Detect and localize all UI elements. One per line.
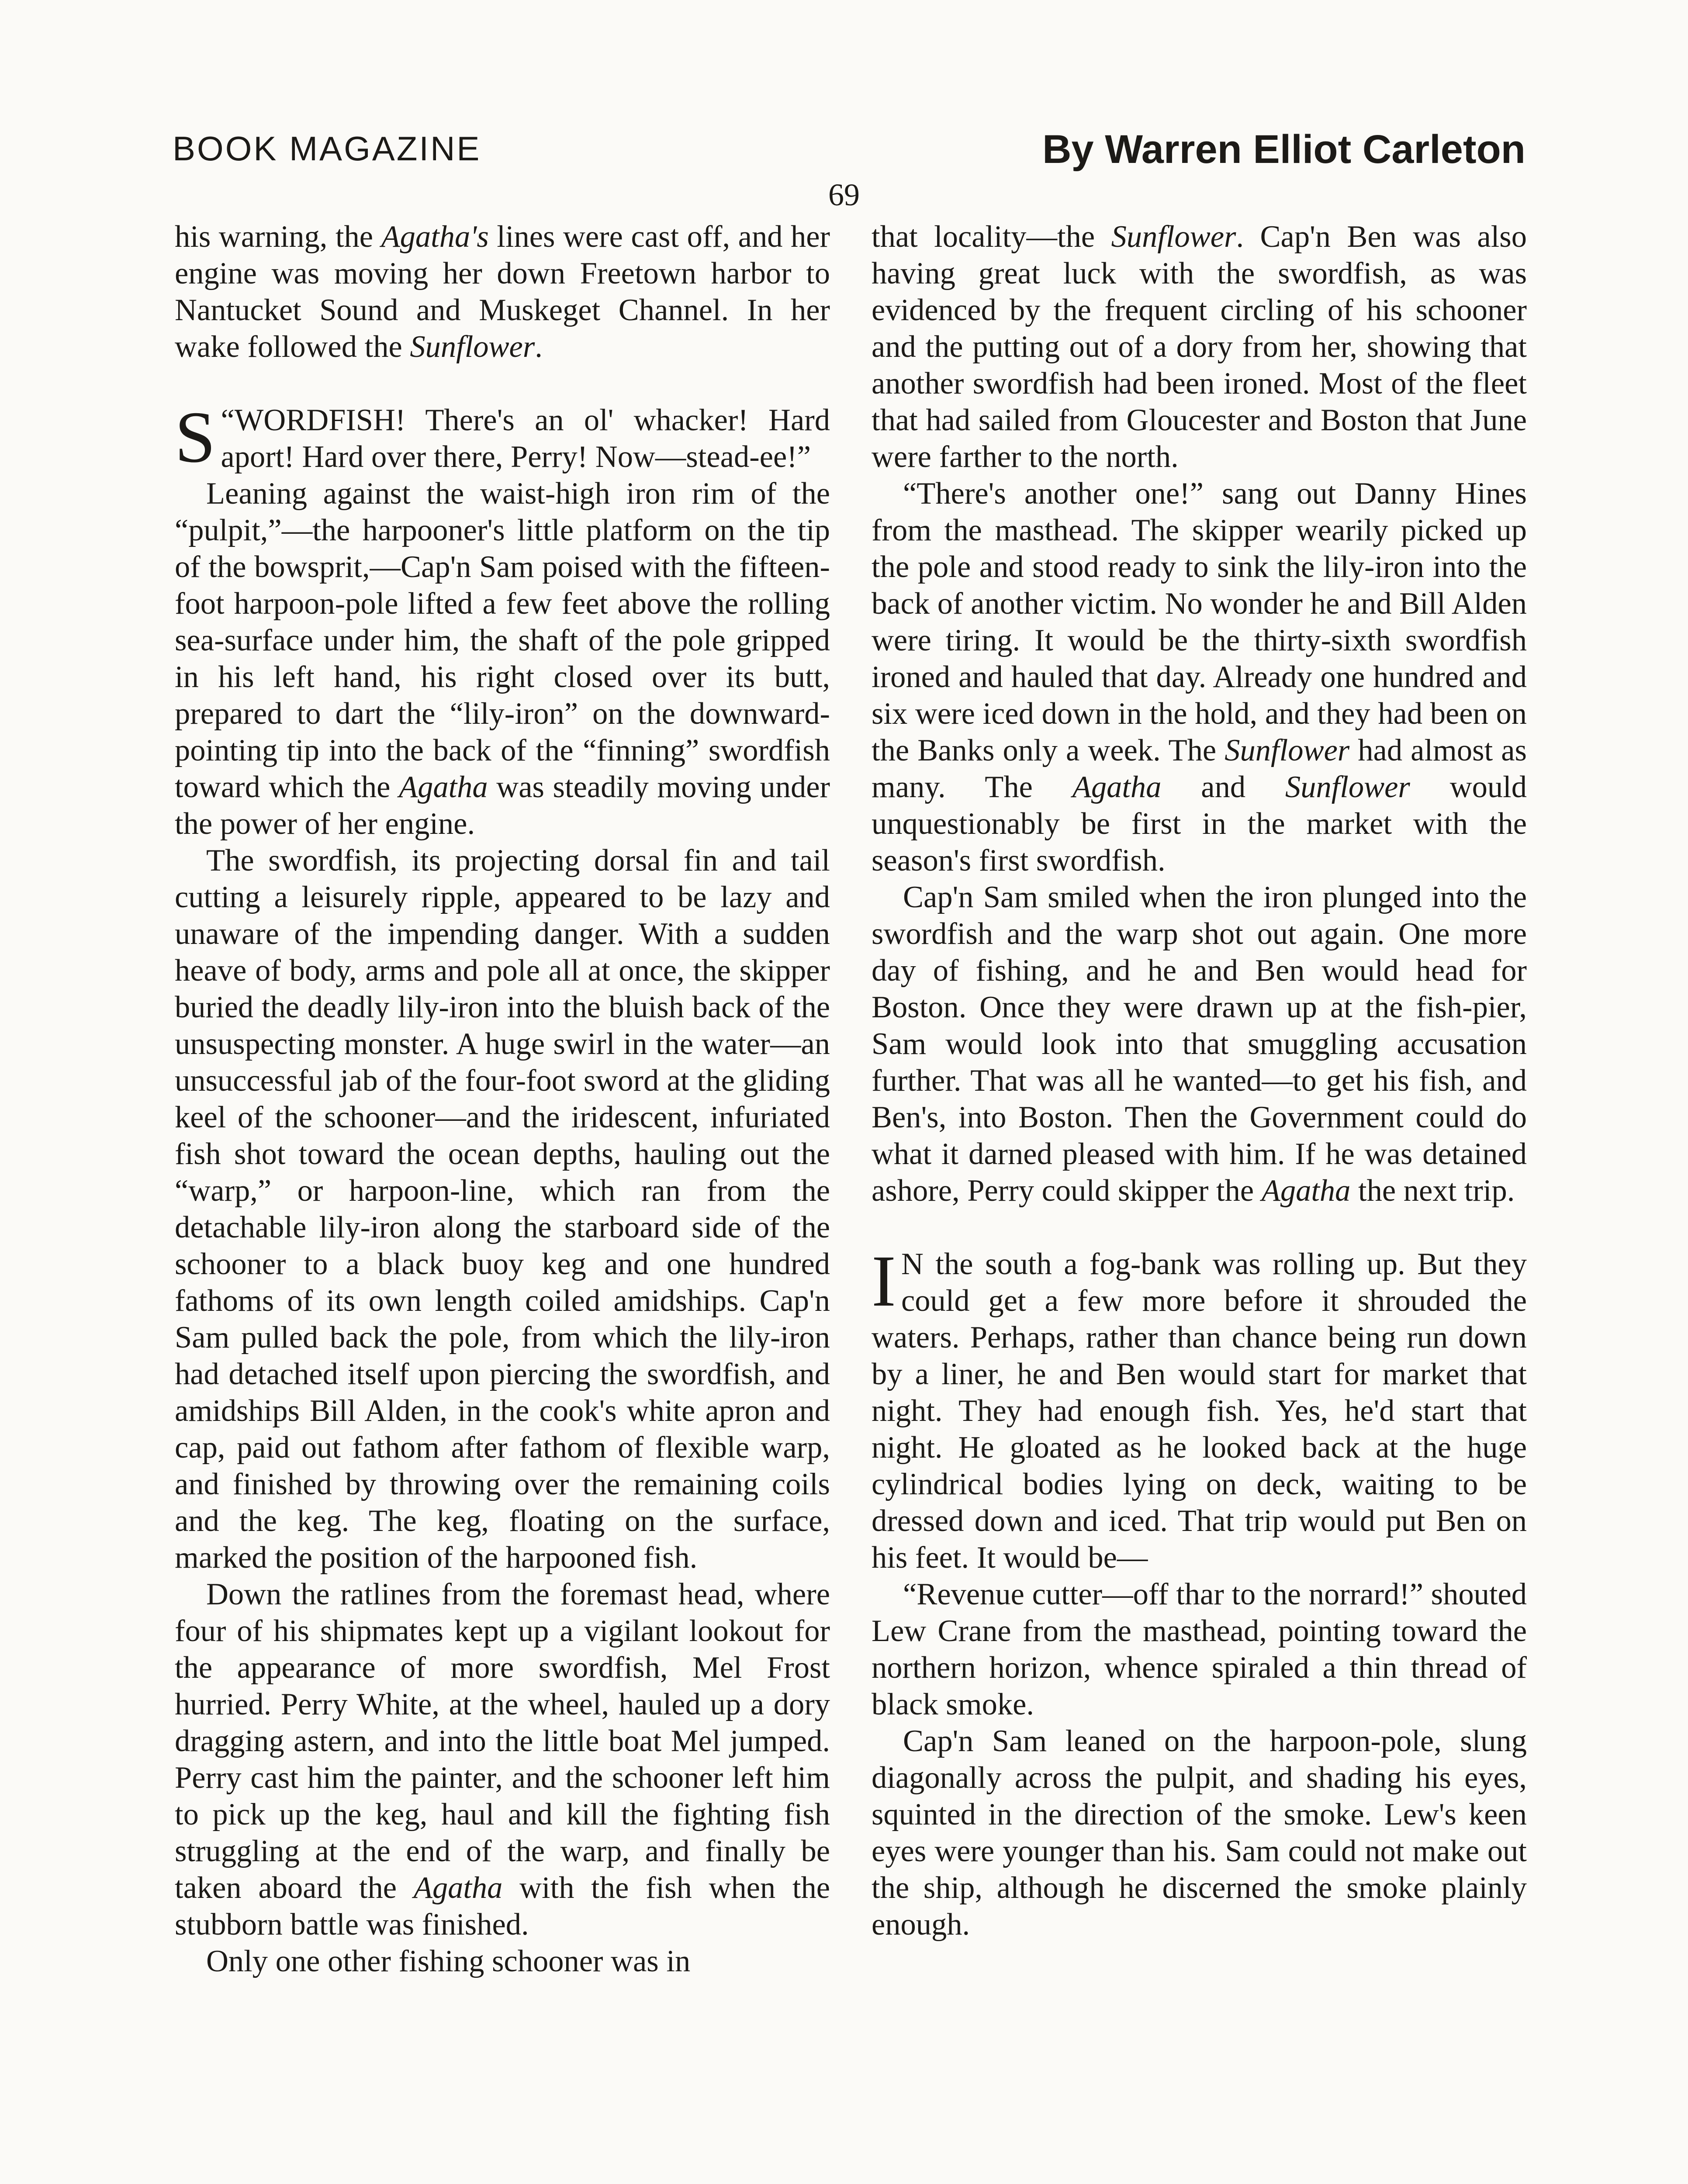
text-run: and — [1161, 770, 1285, 804]
paragraph — [175, 1576, 830, 1943]
text-run: “ — [221, 403, 235, 437]
text-run: had almost as many. The — [872, 733, 1527, 804]
running-head-right: By Warren Elliot Carleton — [1042, 127, 1525, 172]
section-opening-paragraph — [872, 1241, 1527, 1576]
paragraph — [175, 1943, 830, 1980]
text-run: Down the ratlines from the foremast head, where four of his shipmates kept up a vigilant lookout for the appearance of more swordfish, Mel Frost hurried. Perry White, at the wheel, hauled up a dory dragging astern, and into the little boat Mel jumped. Perry cast him the painter, and the schooner left him to pick up the keg, haul and kill the fighting fish struggling at the end of the warp, and finally be taken aboard the — [175, 1577, 830, 1905]
text-run: “Revenue cutter—off thar to the norrard!” shouted Lew Crane from the masthead, pointing toward the northern horizon, whence spiraled a thin thread of black smoke. — [872, 1577, 1527, 1721]
paragraph — [872, 475, 1527, 879]
italic-run: Sunflower — [410, 330, 535, 364]
paragraph-text — [221, 403, 830, 474]
paragraph — [175, 842, 830, 1576]
italic-run: Agatha — [1072, 770, 1162, 804]
italic-run: Agatha's — [381, 220, 489, 254]
text-run: with the fish when the stubborn battle was finished. — [175, 1871, 830, 1942]
paragraph-text — [872, 1241, 1527, 1575]
text-run: would unquestionably be first in the market with the season's first swordfish. — [872, 770, 1527, 878]
paragraph — [175, 218, 830, 365]
paragraph — [872, 1723, 1527, 1943]
paragraph — [872, 879, 1527, 1209]
page-number: 69 — [828, 177, 860, 212]
text-run: . — [535, 330, 543, 364]
text-run: the next trip. — [1350, 1174, 1515, 1208]
drop-cap: I — [872, 1241, 896, 1322]
left-column — [175, 218, 830, 1980]
paragraph — [872, 1576, 1527, 1723]
paragraph — [175, 475, 830, 842]
text-run: was steadily moving under the power of her engine. — [175, 770, 830, 841]
text-run: N the south a fog-bank was rolling up. But they could get a few more before it shrouded the waters. Perhaps, rather than chance being run down by a liner, he and Ben would start for market that night. They had enough fish. Yes, he'd start that night. He gloated as he looked back at the huge cylindrical bodies lying on deck, waiting to be dressed down and iced. That trip would put Ben on his feet. It would be— — [872, 1247, 1527, 1575]
text-run: Only one other fishing schooner was in — [206, 1944, 691, 1978]
text-run: his warning, the — [175, 220, 381, 254]
text-run: “There's another one!” sang out Danny Hines from the masthead. The skipper wearily picked up the pole and stood ready to sink the lily-iron into the back of another victim. No wonder he and Bill Alden were tiring. It would be the thirty-sixth swordfish ironed and hauled that day. Already one hundred and six were iced down in the hold, and they had been on the Banks only a week. The — [872, 477, 1527, 767]
italic-run: Sunflower — [1111, 220, 1236, 254]
right-column — [872, 218, 1527, 1943]
italic-run: Agatha — [1261, 1174, 1351, 1208]
text-run: lines were cast off, and her engine was moving her down Freetown harbor to Nantucket Sound and Muskeget Channel. In her wake followed the — [175, 220, 830, 364]
text-run: WORDFISH! There's an ol' whacker! Hard aport! Hard over there, Perry! Now—stead-ee!” — [221, 403, 830, 474]
italic-run: Sunflower — [1224, 733, 1350, 767]
drop-cap: S — [175, 397, 216, 478]
italic-run: Agatha — [413, 1871, 503, 1905]
italic-run: Agatha — [399, 770, 488, 804]
paragraph — [872, 218, 1527, 475]
text-run: The swordfish, its projecting dorsal fin and tail cutting a leisurely ripple, appeared to be lazy and unaware of the impending danger. With a sudden heave of body, arms and pole all at once, the skipper buried the deadly lily-iron into the bluish back of the unsuspecting monster. A huge swirl in the water—an unsuccessful jab of the four-foot sword at the gliding keel of the schooner—and the iridescent, infuriated fish shot toward the ocean depths, hauling out the “warp,” or harpoon-line, which ran from the detachable lily-iron along the starboard side of the schooner to a black buoy keg and one hundred fathoms of its own length coiled amidships. Cap'n Sam pulled back the pole, from which the lily-iron had detached itself upon piercing the swordfish, and amidships Bill Alden, in the cook's white apron and cap, paid out fathom after fathom of flexible warp, and finished by throwing over the remaining coils and the keg. The keg, floating on the surface, marked the position of the harpooned fish. — [175, 843, 830, 1575]
text-run: . Cap'n Ben was also having great luck with the swordfish, as was evidenced by the frequent circling of his schooner and the putting out of a dory from her, showing that another swordfish had been ironed. Most of the fleet that had sailed from Gloucester and Boston that June were farther to the north. — [872, 220, 1527, 474]
text-run: Cap'n Sam smiled when the iron plunged into the swordfish and the warp shot out again. One more day of fishing, and he and Ben would head for Boston. Once they were drawn up at the fish-pier, Sam would look into that smuggling accusation further. That was all he wanted—to get his fish, and Ben's, into Boston. Then the Government could do what it darned pleased with him. If he was detained ashore, Perry could skipper the — [872, 880, 1527, 1208]
text-run: Cap'n Sam leaned on the harpoon-pole, slung diagonally across the pulpit, and shading his eyes, squinted in the direction of the smoke. Lew's keen eyes were younger than his. Sam could not make out the ship, although he discerned the smoke plainly enough. — [872, 1724, 1527, 1942]
text-run: that locality—the — [872, 220, 1111, 254]
text-run: Leaning against the waist-high iron rim of the “pulpit,”—the harpooner's little platform on the tip of the bowsprit,—Cap'n Sam poised with the fifteen-foot harpoon-pole lifted a few feet above the rolling sea-surface under him, the shaft of the pole gripped in his left hand, his right closed over its butt, prepared to dart the “lily-iron” on the downward-pointing tip into the back of the “finning” swordfish toward which the — [175, 477, 830, 804]
running-head-left: BOOK MAGAZINE — [173, 129, 481, 168]
section-opening-paragraph — [175, 397, 830, 478]
italic-run: Sunflower — [1285, 770, 1410, 804]
